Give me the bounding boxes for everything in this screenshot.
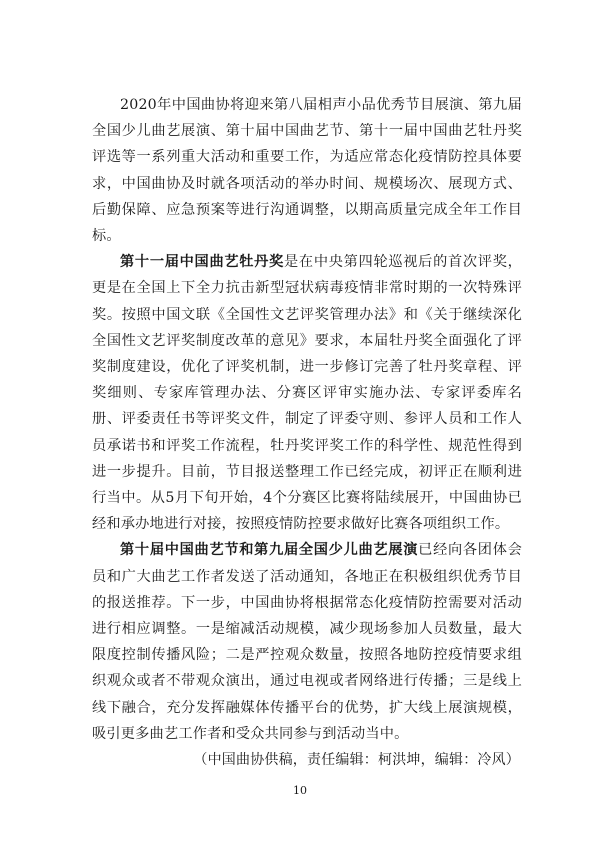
page-number: 10: [293, 784, 307, 797]
paragraph-lead: 第十届中国曲艺节和第九届全国少儿曲艺展演: [120, 542, 419, 559]
paragraph-peony-award: [92, 249, 522, 537]
editor-credit: （中国曲协供稿，责任编辑：柯洪坤，编辑：冷风）: [193, 752, 520, 769]
paragraph-quyi-festival: [92, 537, 522, 747]
paragraph-text: 是在中央第四轮巡视后的首次评奖，更是在全国上下全力抗击新型冠状病毒疫情非常时期的一次特殊评奖。按照中国文联《全国性文艺评奖管理办法》和《关于继续深化全国性文艺评奖制度改革的意见》要求，本届牡丹奖全面强化了评奖制度建设，优化了评奖机制，进一步修订完善了牡丹奖章程、评奖细则、专家库管理办法、分赛区评审实施办法、专家评委库名册、评委责任书等评奖文件，制定了评委守则、参评人员和工作人员承诺书和评奖工作流程，牡丹奖评奖工作的科学性、规范性得到进一步提升。目前，节目报送整理工作已经完成，初评正在顺利进行当中。从5月下旬开始，4个分赛区比赛将陆续展开，中国曲协已经和承办地进行对接，按照疫情防控要求做好比赛各项组织工作。: [92, 254, 523, 533]
paragraph-text: 2020年中国曲协将迎来第八届相声小品优秀节目展演、第九届全国少儿曲艺展演、第十届中国曲艺节、第十一届中国曲艺牡丹奖评选等一系列重大活动和重要工作，为适应常态化疫情防控具体要求，中国曲协及时就各项活动的举办时间、规模场次、展现方式、后勤保障、应急预案等进行沟通调整，以期高质量完成全年工作目标。: [92, 97, 522, 245]
paragraph-lead: 第十一届中国曲艺牡丹奖: [120, 254, 284, 271]
paragraph-intro: [92, 92, 522, 249]
paragraph-text: 已经向各团体会员和广大曲艺工作者发送了活动通知，各地正在积极组织优秀节目的报送推荐。下一步，中国曲协将根据常态化疫情防控需要对活动进行相应调整。一是缩减活动规模，减少现场参加人员数量，最大限度控制传播风险；二是严控观众数量，按照各地防控疫情要求组织观众或者不带观众演出，通过电视或者网络进行传播；三是线上线下融合，充分发挥融媒体传播平台的优势，扩大线上展演规模，吸引更多曲艺工作者和受众共同参与到活动当中。: [92, 542, 522, 742]
article-body: [92, 92, 522, 773]
